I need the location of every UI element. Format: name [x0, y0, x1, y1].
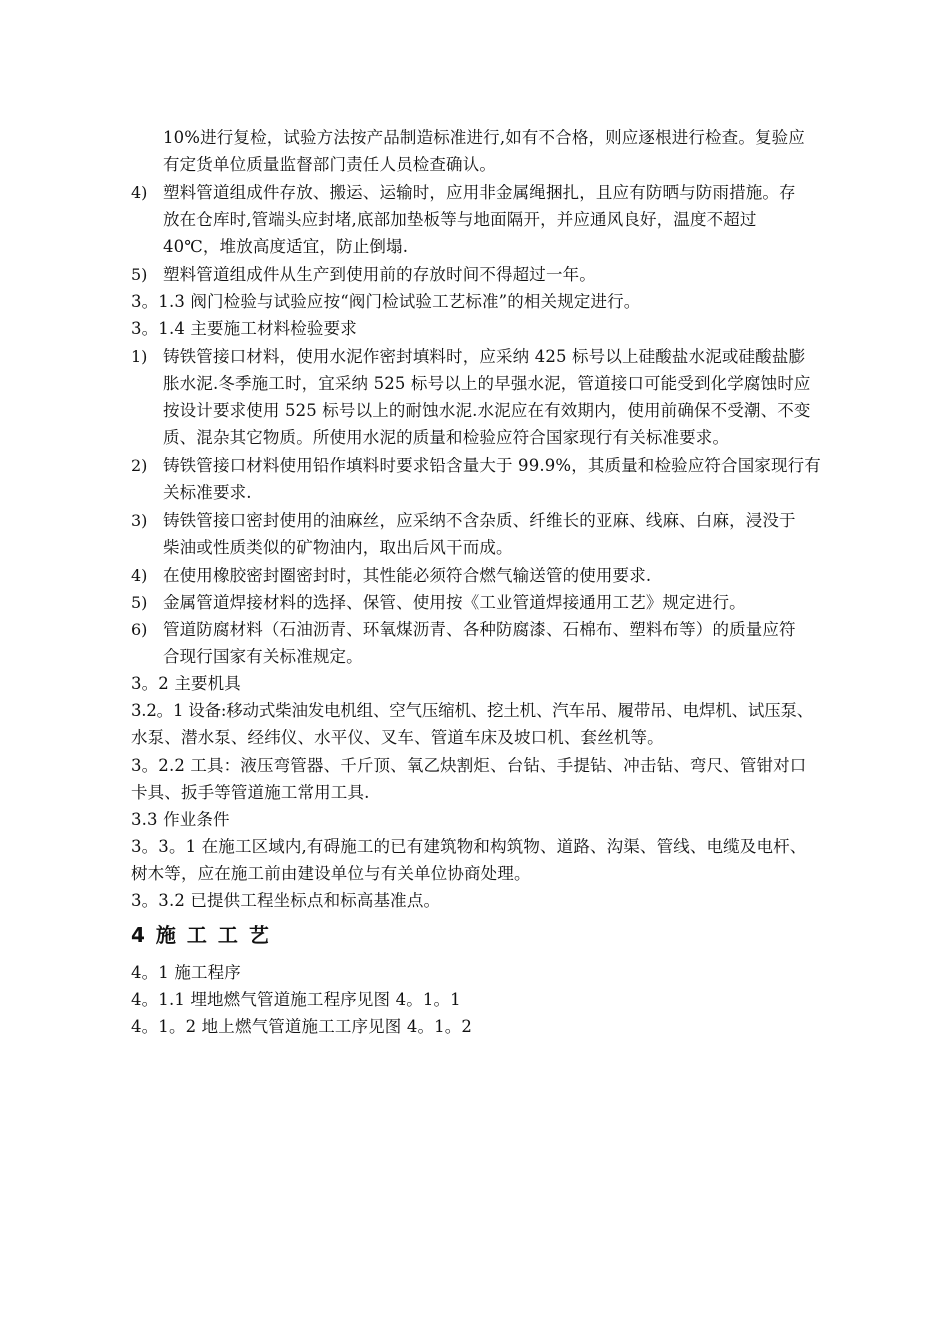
- text-line: 铸铁管接口材料使用铅作填料时要求铅含量大于 99.9%，其质量和检验应符合国家现行有: [163, 456, 821, 475]
- text-line: 管道防腐材料（石油沥青、环氧煤沥青、各种防腐漆、石棉布、塑料布等）的质量应符: [163, 620, 796, 639]
- text-line: 水泵、潜水泵、经纬仪、水平仪、叉车、管道车床及坡口机、套丝机等。: [131, 728, 664, 747]
- text-line: 柴油或性质类似的矿物油内，取出后风干而成。: [163, 538, 513, 557]
- section-line: 4。1。2 地上燃气管道施工工序见图 4。1。2: [131, 1017, 473, 1036]
- section-line: 4。1 施工程序: [131, 963, 241, 982]
- text-line: 塑料管道组成件从生产到使用前的存放时间不得超过一年。: [163, 265, 596, 284]
- section-line: 3。2 主要机具: [131, 674, 241, 693]
- text-line: 卡具、扳手等管道施工常用工具.: [131, 783, 370, 802]
- text-line: 关标准要求.: [163, 483, 252, 502]
- text-line: 铸铁管接口材料，使用水泥作密封填料时，应采纳 425 标号以上硅酸盐水泥或硅酸盐膨: [163, 347, 806, 366]
- text-line: 在使用橡胶密封圈密封时，其性能必须符合燃气输送管的使用要求.: [163, 566, 652, 585]
- chapter-title-char: 艺: [248, 923, 270, 947]
- list-marker: 4): [131, 183, 148, 202]
- text-line: 树木等，应在施工前由建设单位与有关单位协商处理。: [131, 864, 531, 883]
- text-line: 放在仓库时,管端头应封堵,底部加垫板等与地面隔开，并应通风良好，温度不超过: [163, 210, 757, 229]
- chapter-title-char: 工: [217, 923, 239, 947]
- text-line: 金属管道焊接材料的选择、保管、使用按《工业管道焊接通用工艺》规定进行。: [163, 593, 746, 612]
- text-line: 40℃，堆放高度适宜，防止倒塌.: [163, 237, 409, 256]
- text-line: 铸铁管接口密封使用的油麻丝，应采纳不含杂质、纤维长的亚麻、线麻、白麻，浸没于: [163, 511, 796, 530]
- list-marker: 4): [131, 566, 148, 585]
- section-line: 3.2。1 设备:移动式柴油发电机组、空气压缩机、挖土机、汽车吊、履带吊、电焊机、试压泵、: [131, 701, 814, 720]
- chapter-title-char: 工: [186, 923, 208, 947]
- section-line: 3。3。1 在施工区域内,有碍施工的已有建筑物和构筑物、道路、沟渠、管线、电缆及电杆、: [131, 837, 807, 856]
- chapter-heading: [131, 922, 270, 948]
- list-marker: 5): [131, 593, 148, 612]
- section-line: 3。2.2 工具：液压弯管器、千斤顶、氧乙炔割炬、台钻、手提钻、冲击钻、弯尺、管钳对口: [131, 756, 807, 775]
- text-line: 塑料管道组成件存放、搬运、运输时，应用非金属绳捆扎，且应有防晒与防雨措施。存: [163, 183, 796, 202]
- section-line: 3。3.2 已提供工程坐标点和标高基准点。: [131, 891, 441, 910]
- text-line: 有定货单位质量监督部门责任人员检查确认。: [163, 155, 496, 174]
- chapter-number: 4: [131, 923, 146, 947]
- section-line: 3。1.3 阀门检验与试验应按“阀门检试验工艺标准”的相关规定进行。: [131, 292, 641, 311]
- section-line: 4。1.1 埋地燃气管道施工程序见图 4。1。1: [131, 990, 461, 1009]
- chapter-title-char: 施: [155, 923, 177, 947]
- list-marker: 2): [131, 456, 148, 475]
- list-marker: 5): [131, 265, 148, 284]
- text-line: 合现行国家有关标准规定。: [163, 647, 363, 666]
- text-line: 质、混杂其它物质。所使用水泥的质量和检验应符合国家现行有关标准要求。: [163, 428, 730, 447]
- list-marker: 3): [131, 511, 148, 530]
- section-line: 3.3 作业条件: [131, 810, 230, 829]
- list-marker: 6): [131, 620, 148, 639]
- text-line: 按设计要求使用 525 标号以上的耐蚀水泥.水泥应在有效期内，使用前确保不受潮、不变: [163, 401, 811, 420]
- list-marker: 1): [131, 347, 148, 366]
- text-line: 胀水泥.冬季施工时，宜采纳 525 标号以上的早强水泥，管道接口可能受到化学腐蚀时应: [163, 374, 811, 393]
- section-line: 3。1.4 主要施工材料检验要求: [131, 319, 357, 338]
- text-line: 10%进行复检，试验方法按产品制造标准进行,如有不合格，则应逐根进行检查。复验应: [163, 128, 805, 147]
